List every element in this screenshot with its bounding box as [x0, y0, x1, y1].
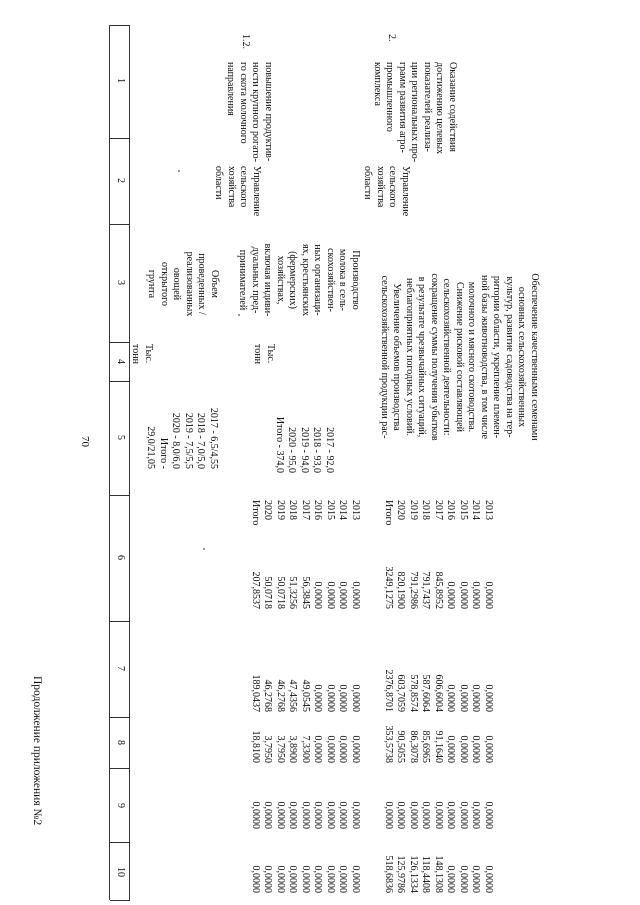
- header-divider: [110, 381, 130, 382]
- table-left-rule: [110, 25, 130, 26]
- row-number: 2.: [386, 34, 397, 42]
- column-number: 9: [115, 803, 126, 808]
- executor-text: Управление сельского хозяйства области: [213, 166, 262, 217]
- amount-column: 0,0000 0,0000 0,0000 0,0000 56,3845 51,3256 50,0718 50,0718 207,8537: [250, 571, 361, 609]
- column-number: 7: [115, 666, 126, 671]
- scan-speck: [178, 170, 180, 172]
- amount-column: 0,0000 0,0000 0,0000 0,0000 606,6004 587,6064 578,8574 603,7059 2376,8701: [383, 669, 494, 712]
- indicator-text: Объем проведенных / реализованных овощей открытого грунта: [146, 251, 220, 317]
- header-divider: [110, 717, 130, 718]
- column-number: 8: [115, 740, 126, 745]
- page-number: 70: [79, 436, 91, 447]
- amount-column: 0,0000 0,0000 0,0000 0,0000 148,1308 118,4408 126,1334 125,9786 518,6836: [383, 855, 494, 893]
- header-divider: [110, 842, 130, 843]
- amount-column: 0,0000 0,0000 0,0000 0,0000 845,8952 791,7437 791,2986 820,1900 3249,1275: [383, 566, 494, 609]
- scan-speck: [203, 548, 205, 550]
- executor-text: Управление сельского хозяйства области: [362, 166, 411, 217]
- amount-column: 0,0000 0,0000 0,0000 0,0000 7,3300 3,8900 3,7950 3,7950 18,8100: [250, 730, 361, 763]
- column-number: 4: [115, 359, 126, 364]
- indicator-text: Производство молока в сель- скохозяйствен- ных организаци- ях, крестьянских (фермерских) хозяйствах, включая индиви- дуальных пред- принимателей: [237, 243, 361, 317]
- amount-column: 0,0000 0,0000 0,0000 0,0000 0,0000 0,0000 0,0000 0,0000 0,0000: [250, 865, 361, 893]
- unit-text: Тыс. тонн: [130, 344, 154, 364]
- year-column: 2013 2014 2015 2016 2017 2018 2019 2020 Итого: [383, 500, 494, 526]
- row-number: 1.2.: [240, 34, 251, 49]
- description-text: Обеспечение качественными семенами основных сельскохозяйственных культур, развитие садоводства на тер- ритории области, укрепление племен- ной базы животноводства, в том числе молочного и мясного скотоводства. Снижение рисковой составляющей сельскохозяйственной деятельности: сокращение суммы получения убытков в результате чрезвычайных ситуаций, неблагоприятных погодных условий. Увеличение объемов производства сельскохозяйственной продукции рас-: [379, 273, 540, 441]
- header-divider: [110, 342, 130, 343]
- amount-column: 0,0000 0,0000 0,0000 0,0000 0,0000 0,0000 0,0000 0,0000 0,0000: [383, 801, 494, 829]
- scan-speck: [238, 314, 240, 316]
- amount-column: 0,0000 0,0000 0,0000 0,0000 49,0545 47,4356 46,2768 46,2768 189,0437: [250, 674, 361, 712]
- table-right-rule: [110, 900, 130, 901]
- target-text: 2017 - 92,0 2018 - 93,0 2019 - 94,0 2020 - 95,0 Итого - 374,0: [274, 416, 335, 473]
- header-divider: [110, 138, 130, 139]
- header-divider: [110, 768, 130, 769]
- column-number: 3: [115, 280, 126, 285]
- header-divider: [110, 621, 130, 622]
- running-head: Продолжение приложения №2: [31, 676, 43, 826]
- target-text: 2017 - 6,5/4,55 2018 - 7,0/5,0 2019 - 7,5/5,5 2020 - 8,0/6,0 Итого - 29,0/21,05: [145, 407, 219, 469]
- column-number: 6: [115, 555, 126, 560]
- header-divider: [110, 495, 130, 496]
- row-name: повышение продуктив- ности крупного рогато- го скота молочного направления: [225, 62, 274, 162]
- column-number: 2: [115, 178, 126, 183]
- year-column: 2013 2014 2015 2016 2017 2018 2019 2020 Итого: [250, 500, 361, 526]
- amount-column: 0,0000 0,0000 0,0000 0,0000 91,1640 85,6965 86,3078 90,5055 353,5738: [383, 725, 494, 763]
- column-number: 10: [115, 867, 126, 877]
- column-number: 1: [115, 78, 126, 83]
- amount-column: 0,0000 0,0000 0,0000 0,0000 0,0000 0,0000 0,0000 0,0000 0,0000: [250, 801, 361, 829]
- row-name: Оказание содействия достижению целевых показателей реализа- ции региональных про- грамм развития агро- промышленного комплекса: [372, 62, 458, 163]
- header-divider: [110, 224, 130, 225]
- unit-text: Тыс. тонн: [252, 344, 276, 364]
- column-number: 5: [115, 435, 126, 440]
